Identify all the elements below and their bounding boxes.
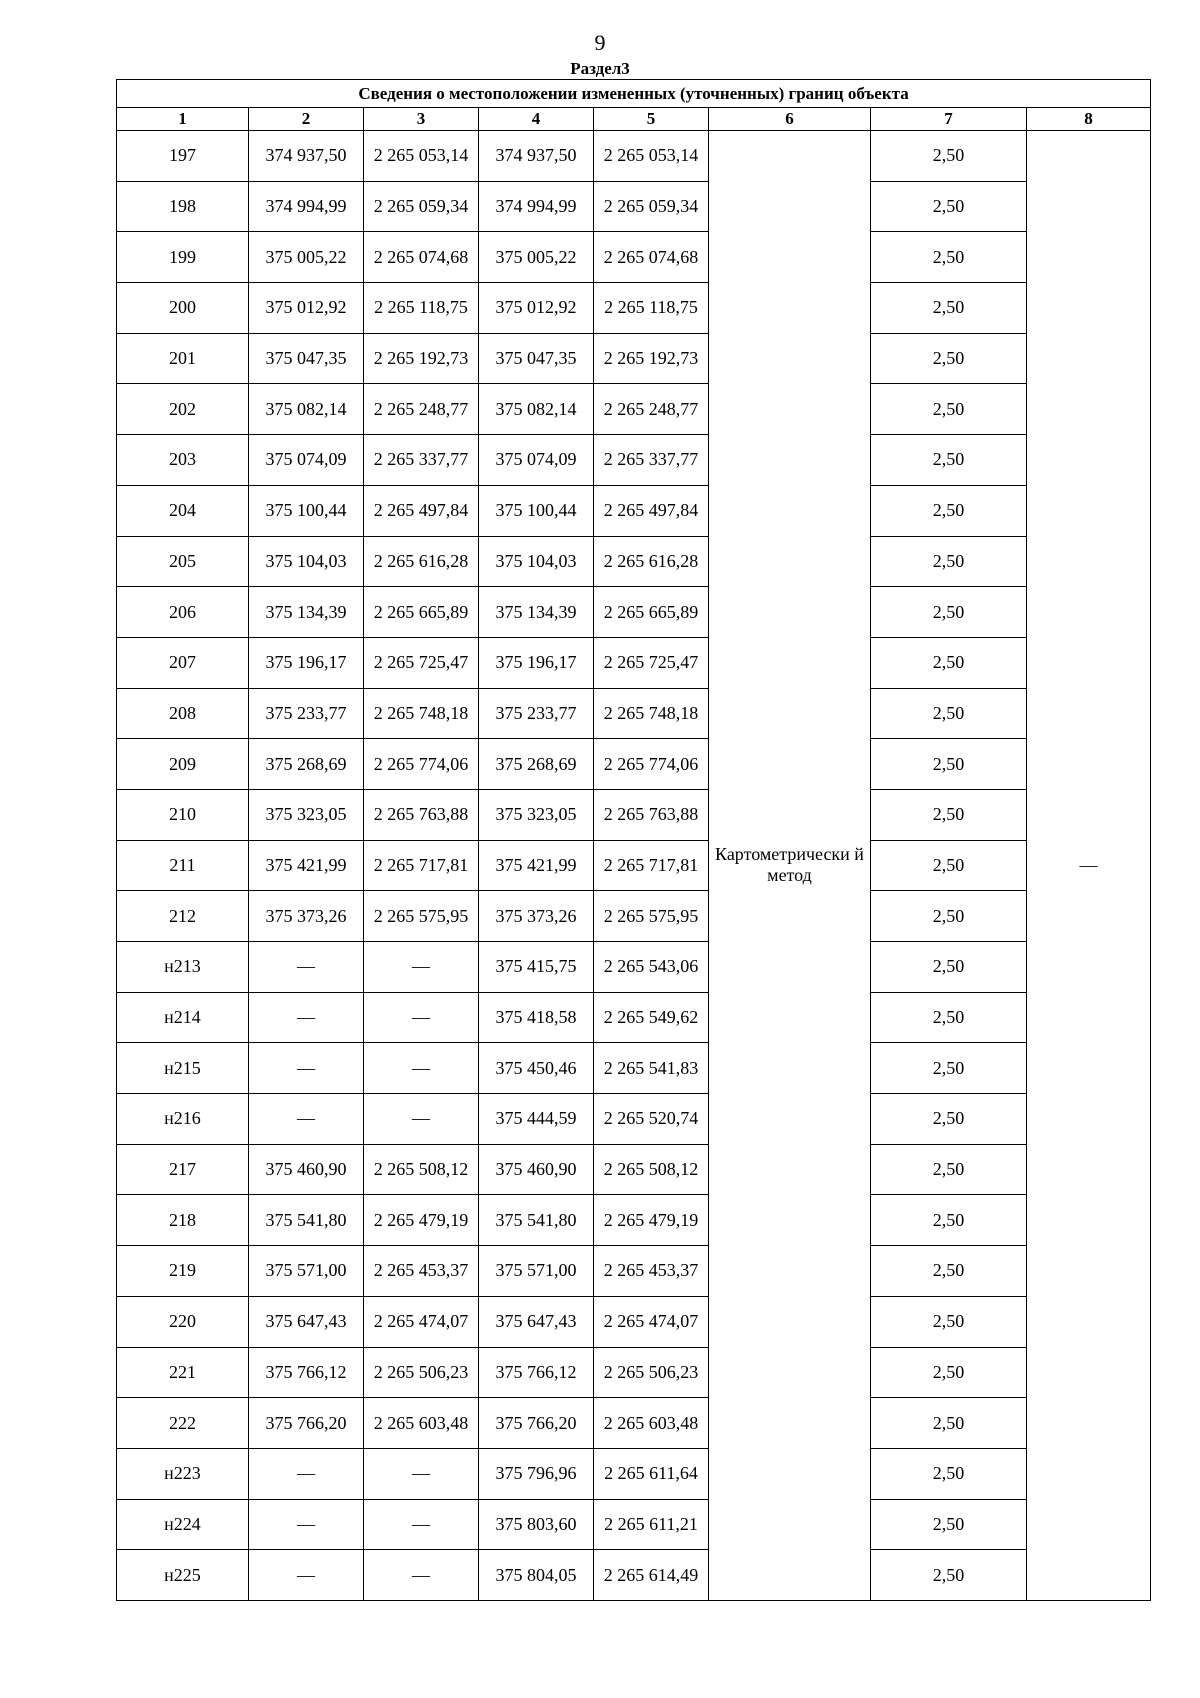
y-old-cell: 2 265 474,07 [364, 1296, 479, 1347]
x-new-cell: 375 450,46 [479, 1043, 594, 1094]
x-new-cell: 375 647,43 [479, 1296, 594, 1347]
x-old-cell: 375 196,17 [249, 637, 364, 688]
point-cell: н224 [117, 1499, 249, 1550]
x-old-cell: 375 104,03 [249, 536, 364, 587]
column-number-row [117, 108, 1151, 131]
point-cell: 217 [117, 1144, 249, 1195]
y-old-cell: 2 265 725,47 [364, 637, 479, 688]
x-old-cell: 375 571,00 [249, 1246, 364, 1297]
x-new-cell: 375 804,05 [479, 1550, 594, 1601]
table-row [117, 1347, 1151, 1398]
x-old-cell: 375 005,22 [249, 232, 364, 283]
point-cell: 220 [117, 1296, 249, 1347]
y-old-cell: — [364, 992, 479, 1043]
x-old-cell: 375 541,80 [249, 1195, 364, 1246]
x-old-cell: 375 766,20 [249, 1398, 364, 1449]
y-old-cell: 2 265 774,06 [364, 739, 479, 790]
x-new-cell: 375 323,05 [479, 789, 594, 840]
y-new-cell: 2 265 725,47 [594, 637, 709, 688]
point-cell: 207 [117, 637, 249, 688]
y-old-cell: — [364, 1043, 479, 1094]
accuracy-cell: 2,50 [871, 587, 1027, 638]
accuracy-cell: 2,50 [871, 1296, 1027, 1347]
y-old-cell: 2 265 479,19 [364, 1195, 479, 1246]
column-number: 8 [1027, 108, 1151, 131]
x-old-cell: 375 100,44 [249, 485, 364, 536]
accuracy-cell: 2,50 [871, 739, 1027, 790]
y-old-cell: 2 265 616,28 [364, 536, 479, 587]
y-old-cell: — [364, 942, 479, 993]
x-old-cell: 375 134,39 [249, 587, 364, 638]
table-row [117, 232, 1151, 283]
y-new-cell: 2 265 549,62 [594, 992, 709, 1043]
point-cell: 201 [117, 333, 249, 384]
coordinates-table [116, 79, 1151, 1601]
table-row [117, 1448, 1151, 1499]
accuracy-cell: 2,50 [871, 942, 1027, 993]
x-new-cell: 375 796,96 [479, 1448, 594, 1499]
table-row [117, 435, 1151, 486]
y-old-cell: 2 265 248,77 [364, 384, 479, 435]
y-old-cell: 2 265 497,84 [364, 485, 479, 536]
point-cell: 204 [117, 485, 249, 536]
table-row [117, 789, 1151, 840]
point-cell: н216 [117, 1094, 249, 1145]
y-old-cell: 2 265 603,48 [364, 1398, 479, 1449]
y-new-cell: 2 265 474,07 [594, 1296, 709, 1347]
accuracy-cell: 2,50 [871, 1448, 1027, 1499]
column-number: 2 [249, 108, 364, 131]
x-new-cell: 375 803,60 [479, 1499, 594, 1550]
x-new-cell: 375 134,39 [479, 587, 594, 638]
point-cell: н223 [117, 1448, 249, 1499]
x-new-cell: 375 233,77 [479, 688, 594, 739]
y-old-cell: 2 265 337,77 [364, 435, 479, 486]
x-new-cell: 375 005,22 [479, 232, 594, 283]
x-new-cell: 375 012,92 [479, 283, 594, 334]
y-new-cell: 2 265 118,75 [594, 283, 709, 334]
table-row [117, 637, 1151, 688]
x-old-cell: — [249, 1094, 364, 1145]
column-number: 4 [479, 108, 594, 131]
accuracy-cell: 2,50 [871, 1398, 1027, 1449]
x-new-cell: 375 421,99 [479, 840, 594, 891]
x-new-cell: 375 047,35 [479, 333, 594, 384]
y-old-cell: 2 265 118,75 [364, 283, 479, 334]
accuracy-cell: 2,50 [871, 840, 1027, 891]
point-cell: 209 [117, 739, 249, 790]
point-cell: 219 [117, 1246, 249, 1297]
column-number: 7 [871, 108, 1027, 131]
x-new-cell: 375 460,90 [479, 1144, 594, 1195]
x-new-cell: 375 268,69 [479, 739, 594, 790]
point-cell: 212 [117, 891, 249, 942]
accuracy-cell: 2,50 [871, 485, 1027, 536]
y-new-cell: 2 265 453,37 [594, 1246, 709, 1297]
table-row [117, 384, 1151, 435]
y-new-cell: 2 265 774,06 [594, 739, 709, 790]
x-new-cell: 374 937,50 [479, 131, 594, 182]
x-new-cell: 375 100,44 [479, 485, 594, 536]
point-cell: 221 [117, 1347, 249, 1398]
point-cell: 206 [117, 587, 249, 638]
accuracy-cell: 2,50 [871, 181, 1027, 232]
page-number: 9 [594, 30, 606, 55]
x-new-cell: 375 444,59 [479, 1094, 594, 1145]
y-new-cell: 2 265 508,12 [594, 1144, 709, 1195]
point-cell: 199 [117, 232, 249, 283]
x-old-cell: 375 460,90 [249, 1144, 364, 1195]
x-old-cell: — [249, 1448, 364, 1499]
y-new-cell: 2 265 053,14 [594, 131, 709, 182]
y-old-cell: 2 265 053,14 [364, 131, 479, 182]
point-cell: н215 [117, 1043, 249, 1094]
method-cell: Картометрически й метод [709, 131, 871, 1601]
x-old-cell: 375 323,05 [249, 789, 364, 840]
y-new-cell: 2 265 665,89 [594, 587, 709, 638]
table-row [117, 1246, 1151, 1297]
accuracy-cell: 2,50 [871, 637, 1027, 688]
point-cell: 203 [117, 435, 249, 486]
y-old-cell: 2 265 763,88 [364, 789, 479, 840]
table-row [117, 1296, 1151, 1347]
table-row [117, 333, 1151, 384]
column-number: 5 [594, 108, 709, 131]
point-cell: н225 [117, 1550, 249, 1601]
x-old-cell: 375 012,92 [249, 283, 364, 334]
y-new-cell: 2 265 763,88 [594, 789, 709, 840]
column-8-cell: — [1027, 131, 1151, 1601]
x-old-cell: 374 994,99 [249, 181, 364, 232]
y-new-cell: 2 265 337,77 [594, 435, 709, 486]
point-cell: 198 [117, 181, 249, 232]
table-row [117, 1094, 1151, 1145]
accuracy-cell: 2,50 [871, 333, 1027, 384]
y-old-cell: 2 265 575,95 [364, 891, 479, 942]
y-new-cell: 2 265 074,68 [594, 232, 709, 283]
table-caption-row [117, 80, 1151, 108]
table-row [117, 1144, 1151, 1195]
table-row [117, 131, 1151, 182]
table-row [117, 992, 1151, 1043]
table-caption: Сведения о местоположении измененных (уточненных) границ объекта [117, 80, 1151, 108]
y-new-cell: 2 265 748,18 [594, 688, 709, 739]
x-old-cell: 375 082,14 [249, 384, 364, 435]
table-row [117, 891, 1151, 942]
y-old-cell: 2 265 506,23 [364, 1347, 479, 1398]
point-cell: 210 [117, 789, 249, 840]
x-new-cell: 375 074,09 [479, 435, 594, 486]
point-cell: 222 [117, 1398, 249, 1449]
accuracy-cell: 2,50 [871, 1094, 1027, 1145]
table-row [117, 840, 1151, 891]
y-new-cell: 2 265 541,83 [594, 1043, 709, 1094]
y-old-cell: 2 265 717,81 [364, 840, 479, 891]
y-new-cell: 2 265 192,73 [594, 333, 709, 384]
y-new-cell: 2 265 603,48 [594, 1398, 709, 1449]
x-old-cell: — [249, 1550, 364, 1601]
y-new-cell: 2 265 717,81 [594, 840, 709, 891]
x-old-cell: 375 074,09 [249, 435, 364, 486]
x-new-cell: 375 104,03 [479, 536, 594, 587]
x-new-cell: 375 415,75 [479, 942, 594, 993]
accuracy-cell: 2,50 [871, 384, 1027, 435]
point-cell: 211 [117, 840, 249, 891]
accuracy-cell: 2,50 [871, 1195, 1027, 1246]
x-old-cell: — [249, 1499, 364, 1550]
x-new-cell: 374 994,99 [479, 181, 594, 232]
y-old-cell: 2 265 192,73 [364, 333, 479, 384]
accuracy-cell: 2,50 [871, 283, 1027, 334]
x-new-cell: 375 766,12 [479, 1347, 594, 1398]
point-cell: 200 [117, 283, 249, 334]
table-row [117, 1398, 1151, 1449]
y-new-cell: 2 265 611,21 [594, 1499, 709, 1550]
y-old-cell: — [364, 1550, 479, 1601]
table-body [117, 131, 1151, 1601]
y-old-cell: 2 265 059,34 [364, 181, 479, 232]
accuracy-cell: 2,50 [871, 992, 1027, 1043]
table-row [117, 1043, 1151, 1094]
table-row [117, 739, 1151, 790]
x-old-cell: 375 647,43 [249, 1296, 364, 1347]
x-new-cell: 375 418,58 [479, 992, 594, 1043]
y-new-cell: 2 265 611,64 [594, 1448, 709, 1499]
x-new-cell: 375 571,00 [479, 1246, 594, 1297]
accuracy-cell: 2,50 [871, 891, 1027, 942]
x-old-cell: 375 233,77 [249, 688, 364, 739]
accuracy-cell: 2,50 [871, 536, 1027, 587]
y-new-cell: 2 265 543,06 [594, 942, 709, 993]
x-old-cell: — [249, 942, 364, 993]
accuracy-cell: 2,50 [871, 1550, 1027, 1601]
y-new-cell: 2 265 059,34 [594, 181, 709, 232]
table-row [117, 942, 1151, 993]
column-number: 3 [364, 108, 479, 131]
table-row [117, 1499, 1151, 1550]
accuracy-cell: 2,50 [871, 435, 1027, 486]
column-number: 1 [117, 108, 249, 131]
x-old-cell: 374 937,50 [249, 131, 364, 182]
x-new-cell: 375 766,20 [479, 1398, 594, 1449]
x-old-cell: 375 766,12 [249, 1347, 364, 1398]
y-old-cell: — [364, 1499, 479, 1550]
y-new-cell: 2 265 520,74 [594, 1094, 709, 1145]
y-old-cell: 2 265 748,18 [364, 688, 479, 739]
y-old-cell: — [364, 1094, 479, 1145]
accuracy-cell: 2,50 [871, 232, 1027, 283]
x-old-cell: 375 373,26 [249, 891, 364, 942]
accuracy-cell: 2,50 [871, 1347, 1027, 1398]
table-row [117, 181, 1151, 232]
accuracy-cell: 2,50 [871, 1499, 1027, 1550]
point-cell: 208 [117, 688, 249, 739]
accuracy-cell: 2,50 [871, 1144, 1027, 1195]
table-row [117, 485, 1151, 536]
y-new-cell: 2 265 614,49 [594, 1550, 709, 1601]
y-old-cell: 2 265 453,37 [364, 1246, 479, 1297]
column-number: 6 [709, 108, 871, 131]
table-row [117, 283, 1151, 334]
y-new-cell: 2 265 497,84 [594, 485, 709, 536]
accuracy-cell: 2,50 [871, 1246, 1027, 1297]
point-cell: 197 [117, 131, 249, 182]
y-old-cell: 2 265 508,12 [364, 1144, 479, 1195]
table-row [117, 688, 1151, 739]
accuracy-cell: 2,50 [871, 131, 1027, 182]
x-new-cell: 375 541,80 [479, 1195, 594, 1246]
section-title: Раздел3 [570, 59, 630, 78]
x-old-cell: — [249, 992, 364, 1043]
accuracy-cell: 2,50 [871, 789, 1027, 840]
y-new-cell: 2 265 506,23 [594, 1347, 709, 1398]
table-row [117, 536, 1151, 587]
point-cell: 205 [117, 536, 249, 587]
x-old-cell: 375 268,69 [249, 739, 364, 790]
x-new-cell: 375 082,14 [479, 384, 594, 435]
y-old-cell: — [364, 1448, 479, 1499]
accuracy-cell: 2,50 [871, 688, 1027, 739]
y-new-cell: 2 265 575,95 [594, 891, 709, 942]
x-old-cell: 375 421,99 [249, 840, 364, 891]
table-row [117, 1550, 1151, 1601]
y-old-cell: 2 265 665,89 [364, 587, 479, 638]
x-old-cell: — [249, 1043, 364, 1094]
table-row [117, 587, 1151, 638]
y-new-cell: 2 265 248,77 [594, 384, 709, 435]
point-cell: 218 [117, 1195, 249, 1246]
x-new-cell: 375 196,17 [479, 637, 594, 688]
y-new-cell: 2 265 479,19 [594, 1195, 709, 1246]
point-cell: н214 [117, 992, 249, 1043]
y-old-cell: 2 265 074,68 [364, 232, 479, 283]
x-new-cell: 375 373,26 [479, 891, 594, 942]
point-cell: н213 [117, 942, 249, 993]
point-cell: 202 [117, 384, 249, 435]
table-row [117, 1195, 1151, 1246]
x-old-cell: 375 047,35 [249, 333, 364, 384]
accuracy-cell: 2,50 [871, 1043, 1027, 1094]
y-new-cell: 2 265 616,28 [594, 536, 709, 587]
